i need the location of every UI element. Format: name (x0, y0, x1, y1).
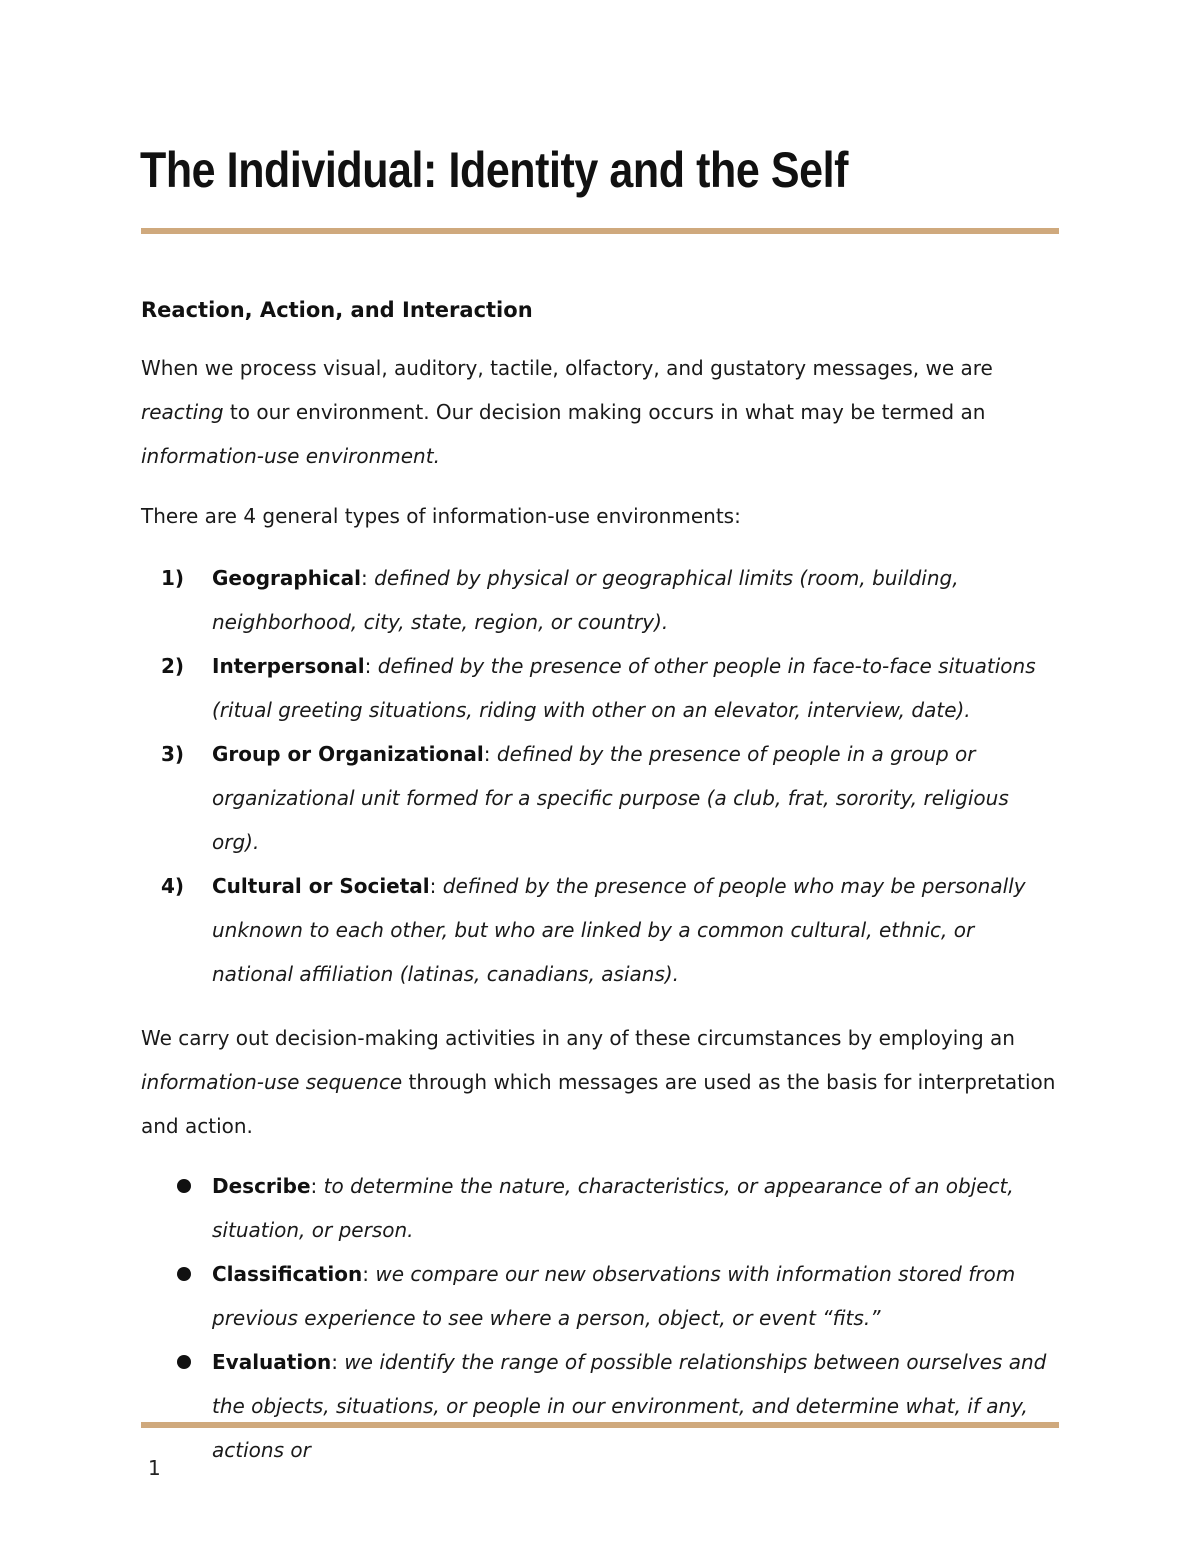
list-item-definition: we compare our new observations with information stored from previous experience to see where a person, object, or event “fits.” (212, 1262, 1016, 1330)
list-item-separator: : (362, 1262, 376, 1286)
list-item-separator: : (331, 1350, 345, 1374)
list-item-separator: : (364, 654, 378, 678)
list-item-number: 3) (161, 742, 185, 766)
page-title: The Individual: Identity and the Self (140, 142, 848, 198)
list-item-separator: : (310, 1174, 324, 1198)
list-item (141, 556, 1061, 644)
environment-types-list (141, 556, 1061, 996)
intro-text-2: to our environment. Our decision making occurs in what may be termed an (223, 400, 986, 424)
intro-emphasis-environment: information-use environment. (141, 444, 440, 468)
list-item-term: Geographical (212, 566, 362, 590)
list-item-definition: defined by the presence of people in a group or organizational unit formed for a specific purpose (a club, frat, sorority, religious org). (212, 742, 1009, 854)
list-item-definition: we identify the range of possible relationships between ourselves and the objects, situations, or people in our environment, and determine what, if any, actions or (212, 1350, 1047, 1462)
list-item (141, 732, 1061, 864)
section-heading: Reaction, Action, and Interaction (141, 298, 533, 322)
intro-text-1: When we process visual, auditory, tactile, olfactory, and gustatory messages, we are (141, 356, 993, 380)
page-number: 1 (148, 1456, 161, 1480)
list-item (141, 1340, 1061, 1472)
list-item-definition: defined by physical or geographical limits (room, building, neighborhood, city, state, region, or country). (212, 566, 959, 634)
list-item (141, 1252, 1061, 1340)
intro-emphasis-reacting: reacting (141, 400, 224, 424)
intro-paragraph (141, 346, 1061, 478)
header-divider (141, 228, 1059, 234)
list-item (141, 644, 1061, 732)
types-lead-paragraph: There are 4 general types of information-use environments: (141, 504, 741, 528)
sequence-text-1: We carry out decision-making activities in any of these circumstances by employing an (141, 1026, 1015, 1050)
list-item-term: Cultural or Societal (212, 874, 430, 898)
list-item-separator: : (429, 874, 443, 898)
list-item-term: Classification (212, 1262, 363, 1286)
page-body (141, 290, 1061, 1492)
bullet-icon (177, 1355, 191, 1369)
list-item-separator: : (483, 742, 497, 766)
bullet-icon (177, 1267, 191, 1281)
list-item (141, 864, 1061, 996)
sequence-paragraph (141, 1016, 1061, 1148)
list-item-number: 1) (161, 566, 185, 590)
sequence-text-2: through which messages are used as the basis for interpretation and action. (141, 1070, 1056, 1138)
list-item-definition: to determine the nature, characteristics, or appearance of an object, situation, or person. (212, 1174, 1014, 1242)
list-item-number: 2) (161, 654, 185, 678)
list-item-definition: defined by the presence of other people in face-to-face situations (ritual greeting situations, riding with other on an elevator, interview, date). (212, 654, 1036, 722)
list-item (141, 1164, 1061, 1252)
list-item-term: Group or Organizational (212, 742, 484, 766)
list-item-term: Evaluation (212, 1350, 332, 1374)
list-item-number: 4) (161, 874, 185, 898)
bullet-icon (177, 1179, 191, 1193)
sequence-emphasis: information-use sequence (141, 1070, 403, 1094)
footer-divider (141, 1422, 1059, 1428)
list-item-definition: defined by the presence of people who may be personally unknown to each other, but who are linked by a common cultural, ethnic, or national affiliation (latinas, canadians, asians). (212, 874, 1026, 986)
list-item-term: Interpersonal (212, 654, 365, 678)
list-item-separator: : (361, 566, 375, 590)
list-item-term: Describe (212, 1174, 311, 1198)
